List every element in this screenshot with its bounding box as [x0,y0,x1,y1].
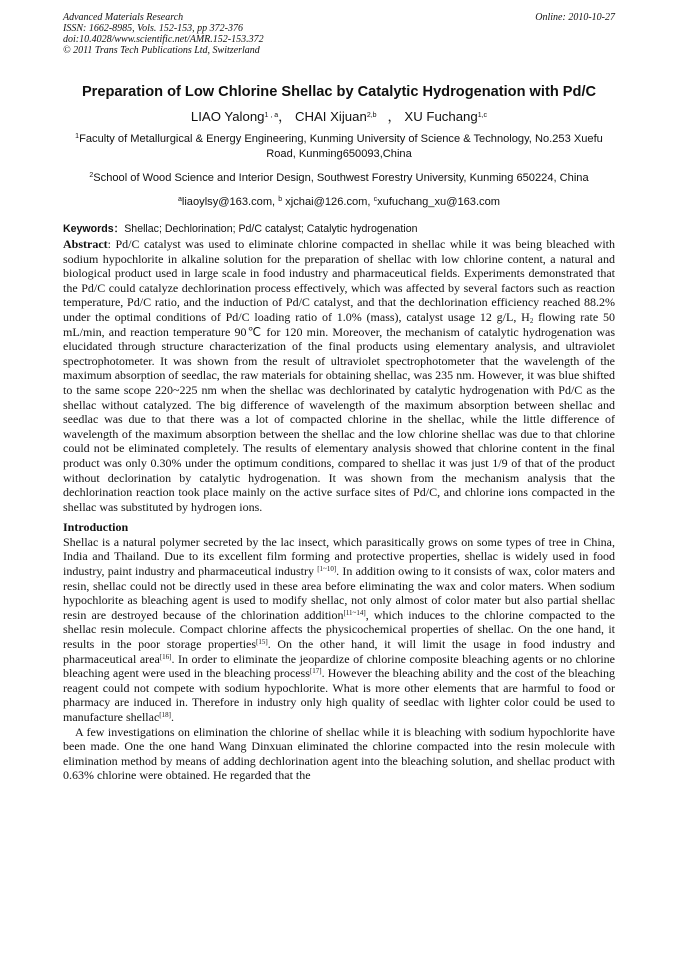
body-text: . In addition owing to it consists of wax, color maters and resin, shellac could not be directly used in these area before eliminating the wax and color maters. When sodium hypochlorite as bleaching agent is used to modify shellac, not only almost of color mater but also partial shellac resin are destroyed because of the chlorination addition [63,564,615,622]
citation: [17] [309,667,322,676]
body-text: . [170,710,174,724]
email-link[interactable]: xjchai@126.com, [285,196,371,208]
email-mark: a [177,196,182,203]
citation: [15] [256,638,268,647]
issn-line: ISSN: 1662-8985, Vols. 152-153, pp 372-376 [63,23,243,34]
author-affiliation-mark: 1 , a [264,112,279,119]
body-text: , which induces to the chlorine compacted to the shellac resin molecule. Compact chlorine affects the physicochemical properties of shellac. On the one hand, it results in the poor storage properties [63,607,615,652]
body-text: . On the other hand, it will limit the usage in food industry and pharmaceutical area [63,637,615,666]
abstract-text: : Pd/C catalyst was used to eliminate chlorine compacted in shellac while it was being bleached with sodium hypochlorite in alkaline solution for the preparation of shellac with low chlorine content, a natural and biological product used in large scale in food industry and pharmaceutical fields. Experiments demonstrated that the Pd/C could catalyze dechlorination process effectively, which was affected by several factors such as reaction temperature, Pd/C ratio, and the induction of Pd/C catalyst, and that the dechlorination efficiency reached 88.2% under the optimal conditions of Pd/C loading ratio of 1.0% (mass), catalyst usage 12 g/L, H [63,237,615,324]
email-mark: c [373,196,378,203]
affiliation-2 [63,171,615,186]
citation: [16] [159,652,172,661]
author-separator: ， [278,109,292,124]
email-link[interactable]: liaoylsy@163.com, [181,196,276,208]
affiliation-1 [63,132,615,162]
abstract-text: flowing rate 50 mL/min, and reaction temperature 90℃ for 120 min. Moreover, the mechanism of catalytic hydrogenation was elucidated through structure characterization of the final products using elementary analysis, and ultraviolet spectrophotometer. It was shown from the result of ultraviolet spectrophotometer that the wavelength of the maximum absorption of seedlac, the raw materials for obtaining shellac, was 235 nm. However, it was blue shifted to the same scope 220~225 nm when the shellac was dechlorinated by catalytic hydrogenation with Pd/C as the shellac without catalyzed. The big difference of wavelength of the maximum absorption between shellac and seedlac was due to that there was a lot of compacted chlorine in the shellac, while the little difference of wavelength of the maximum absorption between the shellac and the low chlorine shellac was due to that chlorine could not be eliminated completely. The results of elementary analysis showed that chlorine content in the final product was only 0.30% under the optimum conditions, compared to shellac it was just 1/9 of that of the product without declorination by catalytic hydrogenation. It was shown from the mechanism analysis that the dechlorination reaction took place mainly on the active surface sites of Pd/C, and chlorine ions compacted in the shellac was substituted by hydrogen ions. [63,309,616,514]
paper-title: Preparation of Low Chlorine Shellac by Catalytic Hydrogenation with Pd/C [81,84,597,100]
author-list [63,109,615,125]
keywords-text: Shellac; Dechlorination; Pd/C catalyst; Catalytic hydrogenation [124,223,418,235]
subscript: 2 [529,316,534,325]
email-mark: b [278,196,283,203]
citation: [18] [159,711,171,719]
author-name: LIAO Yalong [190,109,265,124]
body-text: Shellac is a natural polymer secreted by the lac insect, which parasitically grows on some types of tree in China, India and Thailand. Due to its excellent film forming and protective properties, shellac is widely used in food industry, paint industry and pharmaceutical industry [63,534,615,579]
section-heading-introduction: Introduction [63,520,129,535]
intro-paragraph-1 [63,535,615,725]
email-link[interactable]: xufuchang_xu@163.com [377,196,501,208]
email-list [63,195,615,209]
online-date: Online: 2010-10-27 [535,12,615,23]
body-text: . However the bleaching ability and the cost of the bleaching reagent could not compete with sodium hypochlorite. What is more other elements that are harmful to food or pharmacy are induced in. Therefore in industry only high quality of seedlac with lighter color could be used to manufacture shellac [63,666,615,724]
journal-name: Advanced Materials Research [63,12,184,23]
citation: [11~14] [343,608,366,617]
affiliation-text: School of Wood Science and Interior Design, Southwest Forestry University, Kunming 650224, China [93,172,589,184]
affiliation-text: Faculty of Metallurgical & Energy Engineering, Kunming University of Science & Technology, No.253 Xuefu Road, Kunming650093,China [79,133,603,160]
author-affiliation-mark: 2,b [366,112,377,119]
affiliation-mark: 2 [89,172,94,179]
keywords [63,222,615,236]
journal-header [63,12,615,56]
author-name: CHAI Xijuan [294,109,367,124]
body-text: . In order to eliminate the jeopardize of chlorine composite bleaching agents or no chlorine bleaching agent were used in the bleaching process [63,651,615,681]
keywords-label: Keywords： [63,223,125,235]
doi-line[interactable]: doi:10.4028/www.scientific.net/AMR.152-153.372 [63,34,264,45]
citation: [1~10] [317,565,337,574]
author-affiliation-mark: 1,c [477,112,488,119]
abstract-label: Abstract [63,237,108,251]
copyright-line: © 2011 Trans Tech Publications Ltd, Switzerland [63,45,260,56]
author-name: XU Fuchang [404,109,478,124]
abstract [63,237,615,514]
affiliation-mark: 1 [75,133,80,140]
intro-paragraph-2: A few investigations on elimination the chlorine of shellac while it is bleaching with sodium hypochlorite have been made. One the one hand Wang Dinxuan eliminated the chlorine compacted into the resin molecule with elimination method by means of adding dechlorination agent into the bleaching solution, and shellac product with 0.63% chlorine were obtained. He regarded that the [63,724,615,783]
author-separator: ， [387,109,401,124]
